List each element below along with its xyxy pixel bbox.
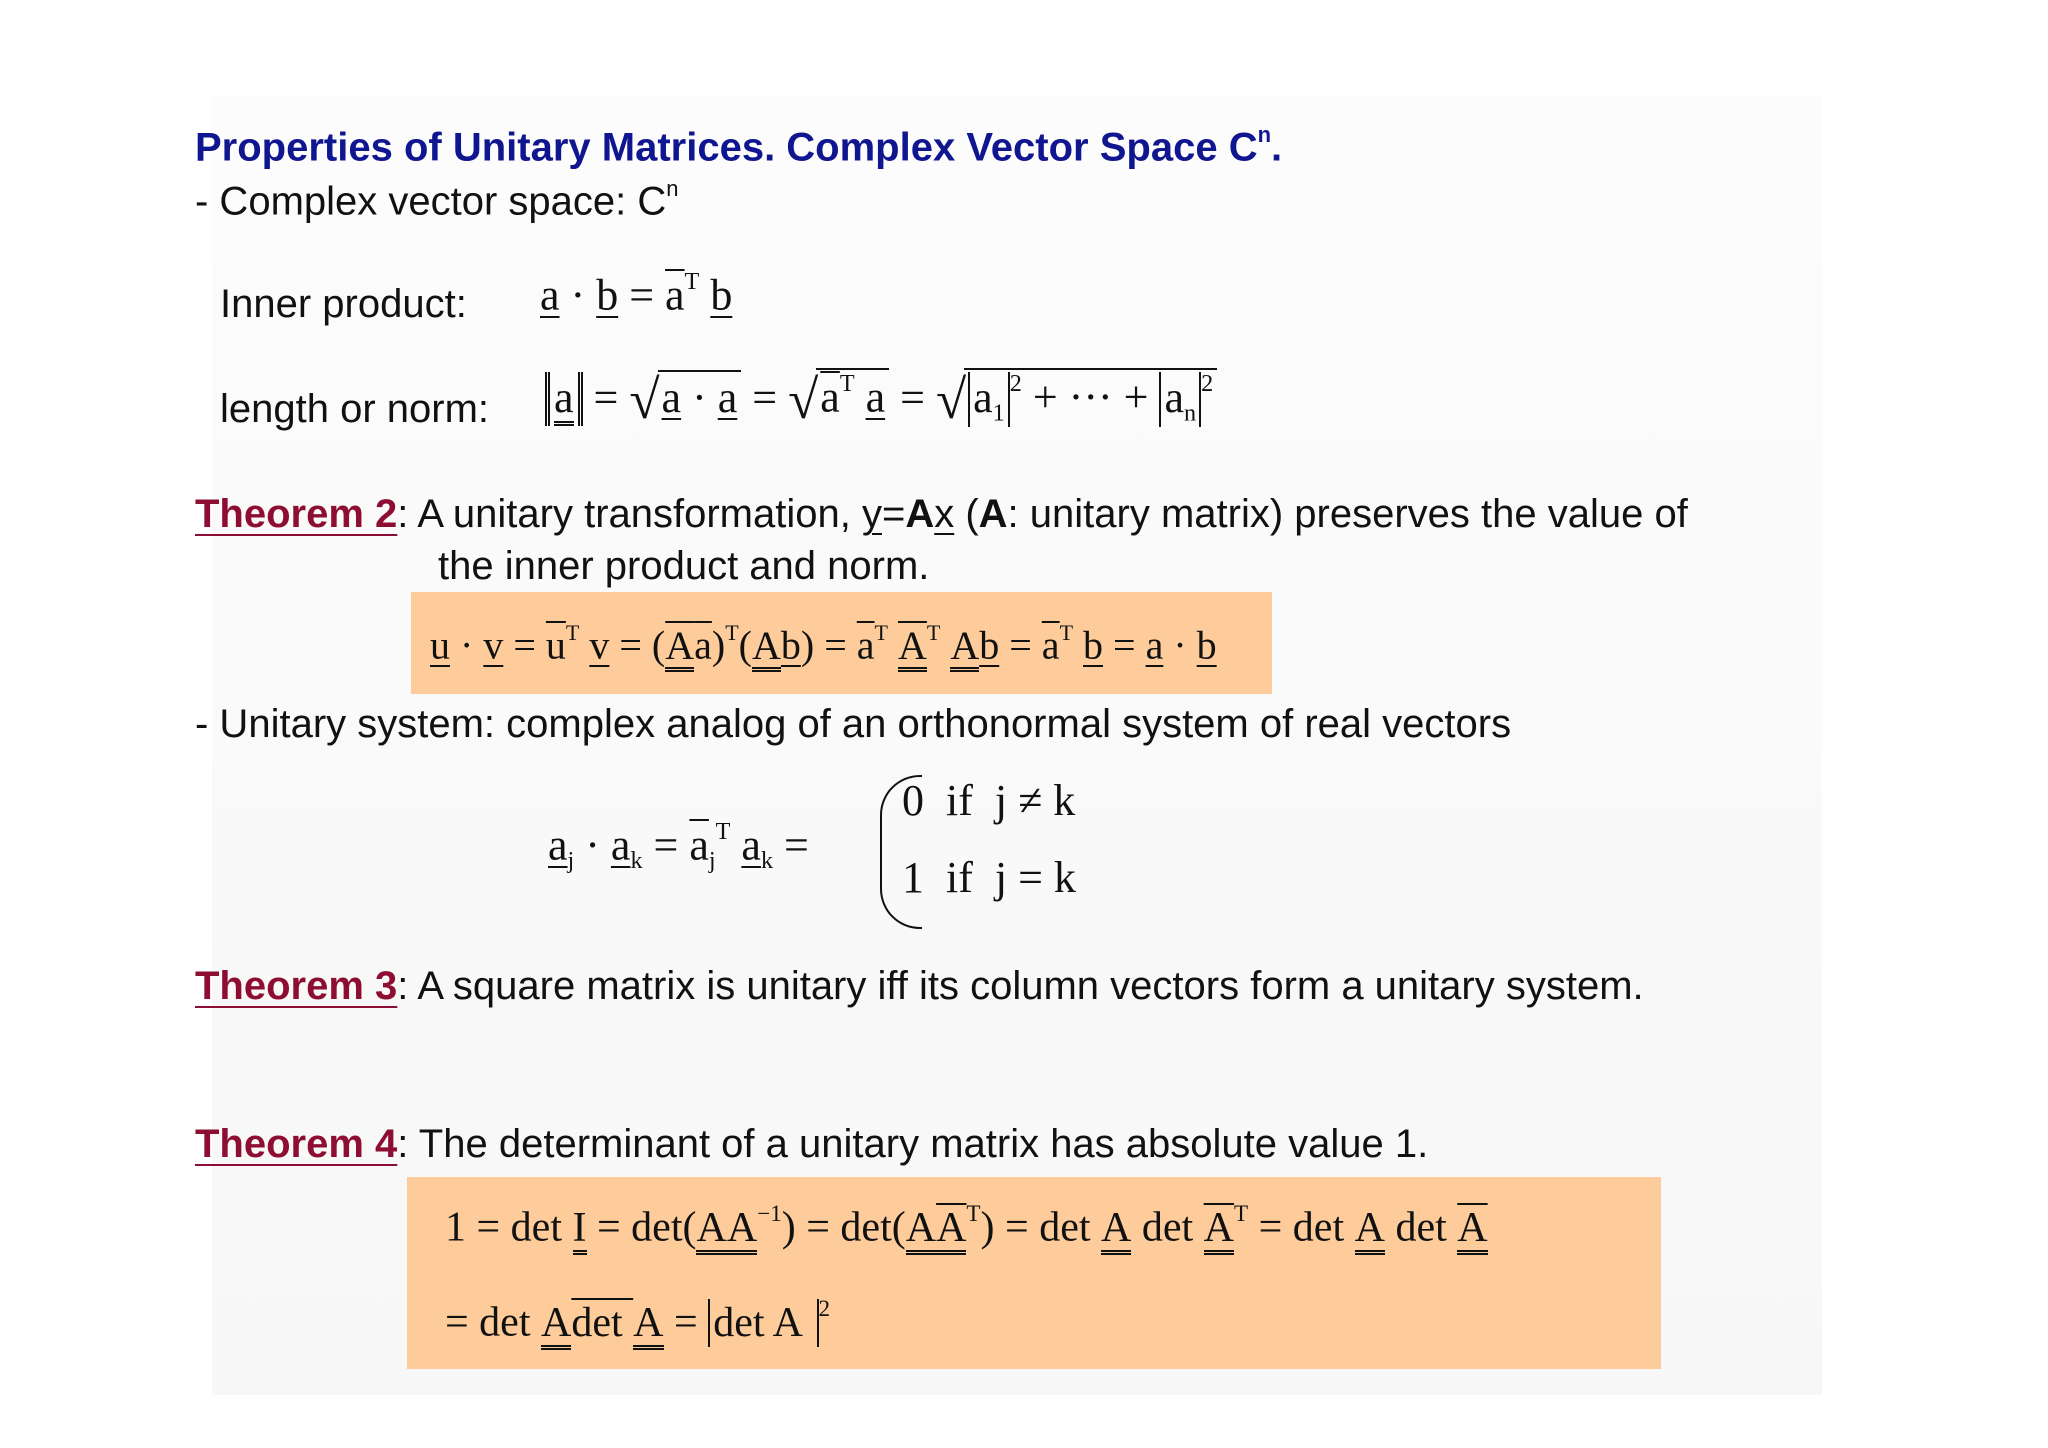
title-superscript: n [1257, 122, 1272, 147]
title-text: Properties of Unitary Matrices. Complex Vector Space C [195, 125, 1258, 170]
intro-text: - Complex vector space: C [195, 179, 667, 224]
theorem-4-link[interactable]: Theorem 4 [195, 1122, 398, 1166]
theorem-2-text-1: : A unitary transformation, [397, 492, 862, 536]
page-title [195, 122, 1282, 171]
theorem-2-line-2: the inner product and norm. [438, 544, 930, 588]
theorem-2-text-2: ( [954, 492, 979, 536]
unitary-system-formula: $a_j \cdot a_k = \overline{a}_j^T$ $a_k$ = [548, 818, 809, 875]
theorem-2-A: A [905, 492, 935, 536]
inner-product-label: Inner product: [220, 282, 467, 326]
intro-line [195, 176, 679, 225]
theorem-2-statement [195, 492, 1688, 537]
theorem-4-formula-line-1: $1 = \det I = \det(AA^{-1}) = \det(A\overline{A}^T) = \det A$ $\det \overline{A}^T = \det A$ $\det \overline{A}$ [445, 1200, 1488, 1255]
inner-product-formula: $a \cdot b = \overline{a}^T$ b [540, 268, 733, 320]
title-end: . [1271, 125, 1283, 170]
theorem-2-A2: A [978, 492, 1008, 536]
theorem-3-link[interactable]: Theorem 3 [195, 964, 398, 1008]
norm-label: length or norm: [220, 387, 490, 431]
theorem-2-text-3: : unitary matrix) preserves the value of [1007, 492, 1688, 536]
theorem-4-text: : The determinant of a unitary matrix has absolute value 1. [397, 1122, 1429, 1166]
unitary-system-line: - Unitary system: complex analog of an orthonormal system of real vectors [195, 702, 1512, 746]
theorem-2-x: x [934, 492, 955, 536]
theorem-4-statement [195, 1122, 1428, 1167]
norm-formula: $a = √a \cdot a = √a^T$ a = √ $a_1^2$ + ··· + $a_n^2$ [545, 368, 1217, 431]
theorem-3-statement [195, 964, 1644, 1009]
theorem-2-eq: = [881, 492, 906, 536]
theorem-2-link[interactable]: Theorem 2 [195, 492, 398, 536]
theorem-4-formula-line-2: = det Adet A = det A $^2$ [445, 1295, 830, 1350]
theorem-2-formula: $u \cdot v = \overline{u}^T$ $v = (\overline{A}\overline{a})^T(Ab) = \overline{a}^T$ $\overline{A}^T$ $Ab = \overline{a}^T$ b = a · b [430, 620, 1217, 672]
theorem-3-text: : A square matrix is unitary iff its column vectors form a unitary system. [397, 964, 1644, 1008]
theorem-2-y: y [861, 492, 882, 536]
case-line-2: 1 if j = k [902, 853, 1076, 902]
intro-superscript: n [666, 176, 679, 201]
case-line-1: 0 if j ≠ k [902, 776, 1076, 825]
